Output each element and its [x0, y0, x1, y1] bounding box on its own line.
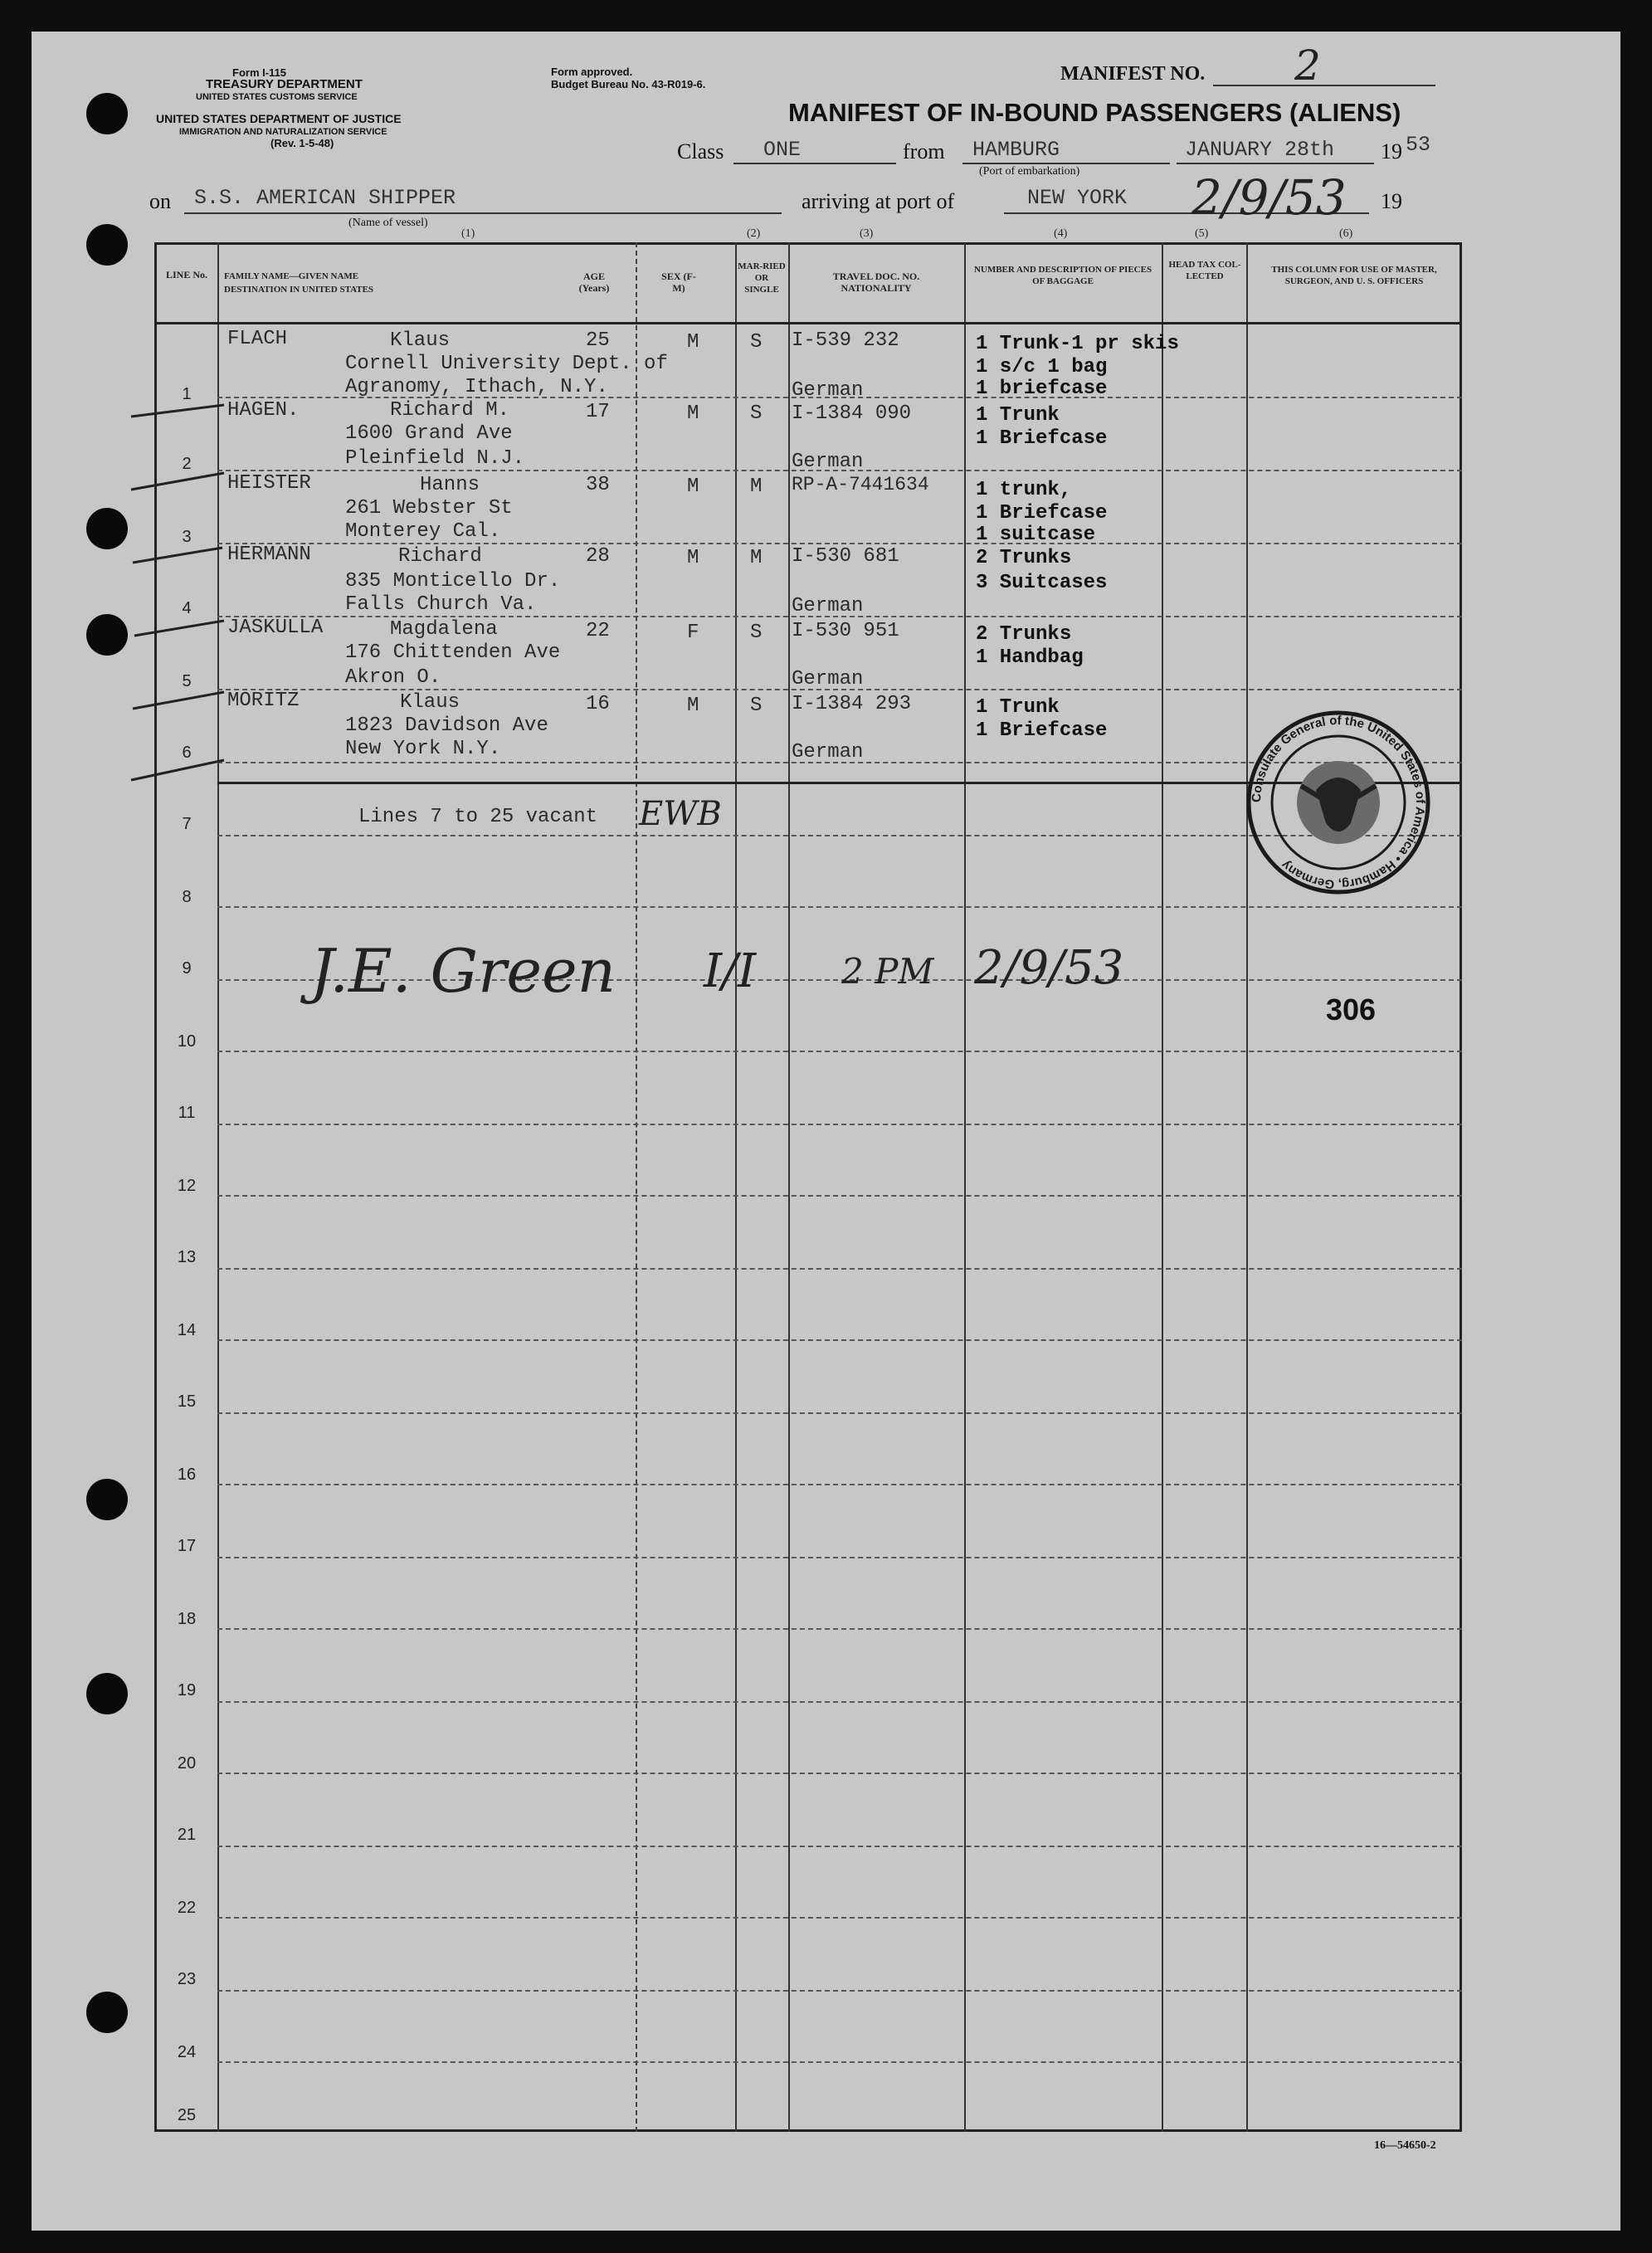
passenger-baggage: 2 Trunks — [976, 547, 1072, 569]
col-divider — [1162, 242, 1163, 2132]
passenger-family-name: JASKULLA — [227, 617, 324, 639]
passenger-destination: 1600 Grand Ave — [345, 422, 513, 445]
vessel-caption: (Name of vessel) — [348, 217, 428, 229]
arriving-port: NEW YORK — [1027, 186, 1128, 210]
passenger-marital: S — [750, 622, 763, 644]
passenger-travel-doc: I-530 681 — [792, 545, 899, 568]
customs-service: UNITED STATES CUSTOMS SERVICE — [196, 92, 358, 102]
line-number: 11 — [178, 1104, 196, 1122]
line-number: 19 — [177, 1681, 197, 1700]
col-married: MAR-RIED OR SINGLE — [738, 261, 786, 295]
col-divider — [735, 242, 737, 2132]
passenger-destination: 835 Monticello Dr. — [345, 570, 561, 593]
row-rule — [217, 1268, 1462, 1270]
passenger-nationality: German — [792, 595, 864, 617]
row-rule — [217, 1990, 1462, 1992]
line-number: 15 — [177, 1392, 197, 1411]
passenger-baggage: 1 Briefcase — [976, 719, 1108, 742]
line-number: 7 — [182, 815, 192, 833]
passenger-sex: M — [687, 402, 699, 425]
manifest-no-value: 2 — [1294, 41, 1321, 90]
footer-form-code: 16—54650-2 — [1374, 2139, 1436, 2152]
binder-hole — [86, 1479, 128, 1520]
passenger-travel-doc: I-1384 090 — [792, 402, 912, 425]
passenger-baggage: 1 Briefcase — [976, 427, 1108, 450]
binder-hole — [86, 614, 128, 656]
arriving-label: arriving at port of — [802, 189, 955, 213]
from-underline — [962, 163, 1170, 164]
row-rule — [217, 1412, 1462, 1414]
departure-date: JANUARY 28th — [1185, 138, 1335, 162]
passenger-age: 17 — [586, 401, 610, 423]
row-rule — [217, 1628, 1462, 1630]
passenger-age: 16 — [586, 693, 610, 715]
class-underline — [733, 163, 896, 164]
year-suffix: 19 — [1381, 189, 1402, 213]
passenger-sex: M — [687, 695, 699, 717]
arrival-date-handwritten: 2/9/53 — [1191, 169, 1347, 226]
colnum-5: (5) — [1195, 227, 1209, 240]
passenger-given-name: Magdalena — [390, 618, 498, 641]
passenger-destination: Cornell University Dept. of — [345, 353, 668, 375]
row-rule — [217, 1846, 1462, 1847]
passenger-nationality: German — [792, 668, 864, 690]
colnum-3: (3) — [860, 227, 874, 240]
passenger-given-name: Hanns — [420, 474, 480, 496]
passenger-sex: M — [687, 475, 699, 498]
col-sex: SEX (F-M) — [661, 271, 696, 294]
passenger-sex: M — [687, 331, 699, 354]
passenger-travel-doc: I-1384 293 — [792, 693, 912, 715]
row-rule — [217, 1339, 1462, 1341]
form-approved: Form approved. — [551, 66, 633, 78]
passenger-marital: M — [750, 475, 763, 498]
col-divider — [788, 242, 790, 2132]
row-rule — [217, 1051, 1462, 1052]
passenger-baggage: 1 Trunk — [976, 404, 1060, 427]
line-number: 25 — [177, 2106, 197, 2124]
passenger-destination: Monterey Cal. — [345, 520, 501, 543]
colnum-6: (6) — [1339, 227, 1353, 240]
col-head-tax: HEAD TAX COL-LECTED — [1168, 260, 1241, 281]
passenger-destination: Akron O. — [345, 666, 441, 689]
row-rule — [217, 1557, 1462, 1558]
header-rule — [154, 322, 1462, 324]
colnum-2: (2) — [747, 227, 761, 240]
passenger-marital: S — [750, 402, 763, 425]
col-line-no: LINE No. — [165, 269, 207, 280]
class-label: Class — [677, 139, 724, 163]
col-divider — [1246, 242, 1248, 2132]
immigration-service: IMMIGRATION AND NATURALIZATION SERVICE — [179, 127, 387, 137]
col-age: AGE (Years) — [578, 271, 610, 294]
passenger-nationality: German — [792, 741, 864, 763]
col-divider — [636, 242, 639, 2132]
passenger-travel-doc: RP-A-7441634 — [792, 474, 929, 495]
line-number: 12 — [177, 1177, 197, 1195]
row-rule — [217, 1773, 1462, 1774]
class-value: ONE — [763, 138, 802, 162]
row-rule — [217, 1195, 1462, 1197]
line-number: 21 — [177, 1826, 197, 1844]
line-number: 10 — [177, 1032, 197, 1051]
passenger-given-name: Richard M. — [390, 399, 510, 422]
col-divider — [964, 242, 966, 2132]
line-number: 16 — [177, 1465, 197, 1484]
line-number: 20 — [177, 1754, 197, 1773]
from-label: from — [903, 139, 945, 163]
passenger-baggage: 2 Trunks — [976, 623, 1072, 646]
passenger-family-name: HAGEN. — [227, 399, 300, 422]
passenger-baggage: 1 suitcase — [976, 524, 1096, 546]
line-number: 9 — [182, 959, 192, 978]
line-number: 2 — [182, 455, 192, 473]
colnum-4: (4) — [1054, 227, 1068, 240]
stamp-text: Consulate General of the United States of America • Hamburg, Germany — [1249, 713, 1428, 892]
vessel-underline — [184, 212, 782, 214]
row-rule — [217, 1124, 1462, 1125]
passenger-sex: M — [687, 547, 699, 569]
passenger-age: 22 — [586, 620, 610, 642]
passenger-sex: F — [687, 622, 699, 644]
passenger-nationality: German — [792, 451, 864, 473]
passenger-baggage: 1 Briefcase — [976, 502, 1108, 524]
passenger-nationality: German — [792, 379, 864, 402]
passenger-travel-doc: I-539 232 — [792, 329, 899, 352]
line-number: 4 — [182, 599, 192, 617]
passenger-destination: Falls Church Va. — [345, 593, 537, 616]
year-prefix: 19 — [1381, 139, 1402, 163]
passenger-marital: S — [750, 695, 763, 717]
colnum-1: (1) — [461, 227, 475, 240]
vessel-name: S.S. AMERICAN SHIPPER — [194, 186, 456, 210]
passenger-destination: New York N.Y. — [345, 738, 501, 760]
line-number: 13 — [177, 1248, 197, 1266]
passenger-marital: S — [750, 331, 763, 354]
passenger-age: 28 — [586, 545, 610, 568]
line-number: 22 — [177, 1899, 197, 1917]
justice-dept: UNITED STATES DEPARTMENT OF JUSTICE — [156, 112, 402, 125]
revision: (Rev. 1-5-48) — [270, 137, 334, 149]
passenger-given-name: Klaus — [390, 329, 451, 352]
year-value: 53 — [1406, 133, 1431, 157]
binder-hole — [86, 508, 128, 549]
passenger-family-name: FLACH — [227, 328, 288, 350]
col-baggage: NUMBER AND DESCRIPTION OF PIECES OF BAGGAGE — [973, 265, 1153, 286]
budget-bureau: Budget Bureau No. 43-R019-6. — [551, 78, 706, 90]
passenger-family-name: HERMANN — [227, 544, 311, 566]
inspection-time: 2 PM — [841, 951, 934, 992]
passenger-travel-doc: I-530 951 — [792, 620, 899, 642]
row-rule — [217, 1701, 1462, 1703]
passenger-age: 25 — [586, 329, 610, 352]
passenger-destination: 1823 Davidson Ave — [345, 714, 548, 737]
vacant-lines-note: Lines 7 to 25 vacant — [358, 806, 598, 828]
row-rule — [217, 906, 1462, 908]
passenger-baggage: 1 s/c 1 bag — [976, 356, 1108, 378]
line-number: 3 — [182, 528, 192, 546]
row-rule — [217, 1484, 1462, 1485]
form-number: Form I-115 — [232, 66, 287, 79]
passenger-destination: Agranomy, Ithach, N.Y. — [345, 376, 608, 398]
consulate-stamp — [1243, 707, 1434, 898]
passenger-age: 38 — [586, 474, 610, 496]
passenger-family-name: MORITZ — [227, 690, 300, 712]
line-number: 14 — [177, 1321, 197, 1339]
line-number: 24 — [177, 2043, 197, 2061]
col-name: FAMILY NAME—GIVEN NAME — [224, 271, 359, 281]
passenger-baggage: 1 Trunk — [976, 696, 1060, 719]
line-number: 8 — [182, 888, 192, 906]
line-number: 5 — [182, 672, 192, 690]
line-number: 1 — [182, 385, 192, 403]
passenger-baggage: 1 trunk, — [976, 479, 1072, 501]
col-travel-doc: TRAVEL DOC. NO. NATIONALITY — [832, 271, 920, 294]
passenger-destination: 261 Webster St — [345, 497, 513, 519]
row-rule — [217, 1917, 1462, 1919]
binder-hole — [86, 1992, 128, 2033]
inspection-mark: I/I — [704, 944, 757, 998]
passenger-given-name: Richard — [398, 545, 482, 568]
page-number: 306 — [1326, 992, 1377, 1027]
inspection-date: 2/9/53 — [974, 941, 1124, 995]
passenger-baggage: 3 Suitcases — [976, 572, 1108, 594]
passenger-baggage: 1 Handbag — [976, 646, 1084, 669]
line-number: 17 — [177, 1537, 197, 1555]
document-title: MANIFEST OF IN-BOUND PASSENGERS (ALIENS) — [788, 98, 1401, 127]
binder-hole — [86, 224, 128, 266]
binder-hole — [86, 1673, 128, 1714]
manifest-no-line — [1213, 85, 1435, 86]
passenger-destination: 176 Chittenden Ave — [345, 641, 561, 664]
binder-hole — [86, 93, 128, 134]
passenger-baggage: 1 briefcase — [976, 378, 1108, 400]
line-number: 18 — [177, 1610, 197, 1628]
check-marks — [124, 390, 241, 788]
col-officers: THIS COLUMN FOR USE OF MASTER, SURGEON, AND U. S. OFFICERS — [1271, 265, 1437, 286]
passenger-destination: Pleinfield N.J. — [345, 447, 525, 470]
col-destination: DESTINATION IN UNITED STATES — [224, 285, 374, 295]
treasury-dept: TREASURY DEPARTMENT — [206, 77, 363, 91]
inspector-signature: J.E. Green — [310, 936, 616, 1006]
port-embarkation-caption: (Port of embarkation) — [979, 165, 1080, 178]
passenger-marital: M — [750, 547, 763, 569]
vacant-initials: EWB — [639, 795, 722, 833]
passenger-family-name: HEISTER — [227, 472, 311, 495]
line-number: 23 — [177, 1970, 197, 1988]
from-value: HAMBURG — [972, 138, 1060, 162]
manifest-no-label: MANIFEST NO. — [1060, 63, 1206, 85]
on-label: on — [149, 189, 171, 213]
date-underline — [1177, 163, 1374, 164]
row-rule — [217, 2061, 1462, 2063]
line-number: 6 — [182, 744, 192, 762]
passenger-baggage: 1 Trunk-1 pr skis — [976, 333, 1179, 355]
passenger-given-name: Klaus — [400, 691, 461, 714]
